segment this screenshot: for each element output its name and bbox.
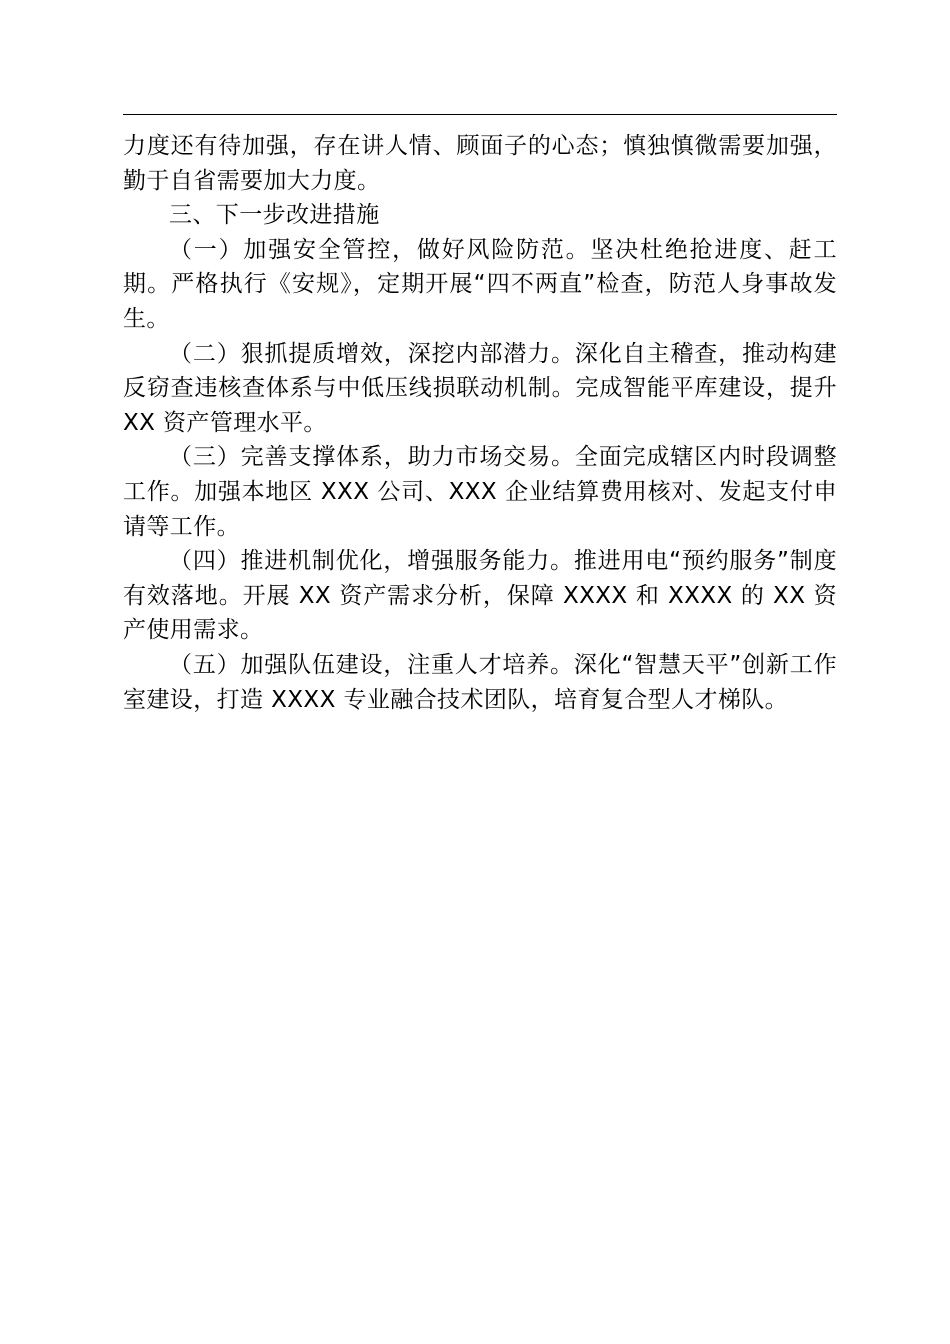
header-divider bbox=[123, 114, 837, 115]
measure-item-4: （四）推进机制优化，增强服务能力。推进用电“预约服务”制度有效落地。开展 XX 资产需求分析，保障 XXXX 和 XXXX 的 XX 资产使用需求。 bbox=[123, 548, 837, 644]
document-body bbox=[123, 129, 837, 717]
paragraph-continuation: 力度还有待加强，存在讲人情、顾面子的心态；慎独慎微需要加强，勤于自省需要加大力度。 bbox=[123, 133, 837, 194]
section-heading-next-steps: 三、下一步改进措施 bbox=[169, 202, 380, 229]
measure-item-2: （二）狠抓提质增效，深挖内部潜力。深化自主稽查，推动构建反窃查违核查体系与中低压线损联动机制。完成智能平库建设，提升 XX 资产管理水平。 bbox=[123, 340, 837, 436]
measure-item-1: （一）加强安全管控，做好风险防范。坚决杜绝抢进度、赶工期。严格执行《安规》，定期开展“四不两直”检查，防范人身事故发生。 bbox=[123, 236, 837, 332]
measure-item-5: （五）加强队伍建设，注重人才培养。深化“智慧天平”创新工作室建设，打造 XXXX 专业融合技术团队，培育复合型人才梯队。 bbox=[123, 651, 837, 713]
measure-item-3: （三）完善支撑体系，助力市场交易。全面完成辖区内时段调整工作。加强本地区 XXX 公司、XXX 企业结算费用核对、发起支付申请等工作。 bbox=[123, 444, 837, 540]
